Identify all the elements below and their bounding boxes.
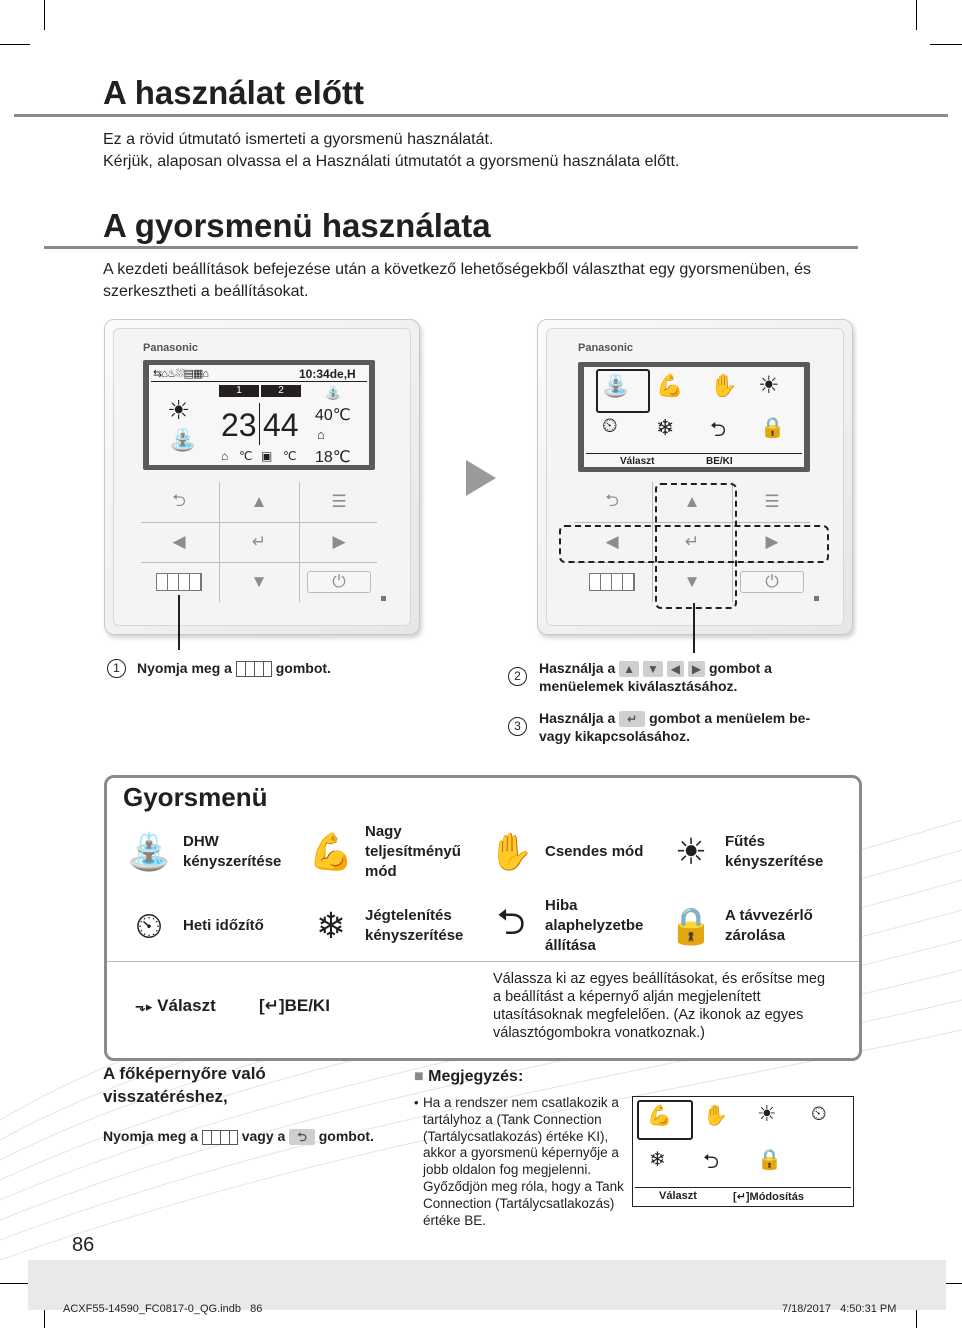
lcd-screen [143,360,375,470]
outdoor-icon: ⌂ [317,427,325,442]
quick-item-error-reset [483,894,669,958]
softkey-select-label: Választ [157,996,216,1015]
lcd-display [584,367,804,467]
step-1-number: 1 [107,659,126,678]
right-button[interactable]: ▶ [332,532,346,551]
zone-2-badge: 2 [261,385,301,397]
brand-logo: Panasonic [578,342,634,354]
indicator-led [814,596,819,601]
quick-item-defrost [303,894,489,958]
softkey-select-legend [135,996,216,1016]
powerful-arm-icon: 💪 [308,831,354,872]
keypad [137,482,381,602]
softkey-onoff: BE/KI [706,456,733,467]
softkey-onoff-label: BE/KI [284,996,330,1015]
menu-button[interactable]: ☰ [331,492,347,511]
quick-item-label: Heti időzítő [183,917,264,934]
quick-menu-divider [107,961,859,962]
arrow-highlight-horizontal [559,525,829,563]
menu-button[interactable]: ☰ [764,492,780,511]
quick-item-label: DHW kényszerítése [183,833,282,870]
softkey-modify-label: Módosítás [749,1191,804,1203]
outdoor-temp: 18℃ [315,449,351,466]
zone-2-temp: 44 [263,407,299,443]
quick-item-dhw [121,820,307,884]
lcd-bottom-rule [635,1187,851,1188]
page-title: A használat előtt [103,74,364,111]
return-button[interactable]: ⮌ [605,490,619,510]
step-2-number: 2 [508,667,527,686]
enter-button[interactable]: ↵ [251,532,267,551]
crop-mark [916,0,917,30]
step-2-pre: Használja a [539,660,616,676]
zone-1-badge: 1 [219,385,259,397]
crop-mark [44,0,45,30]
up-button[interactable]: ▲ [250,492,268,511]
step-1-text [137,659,331,677]
step-3-mid: gombot a menüelem be- [649,710,811,726]
force-heater-icon: ☀ [757,1101,777,1126]
unit-celsius: ℃ [239,449,253,463]
error-reset-icon: ⮌ [710,419,727,441]
section-description: A kezdeti beállítások befejezése után a következő lehetőségekből választhat egy gyorsmenüben, és szerkesztheti a beállításokat. [103,261,812,300]
quick-item-lock [663,894,849,958]
quick-menu-note: Válassza ki az egyes beállításokat, és erősítse meg a beállítást a képernyő alján megjelenített utasításoknak megfelelően. (Az ikonok az egyes választógombokra vonatkoznak.) [493,971,826,1041]
power-button[interactable]: ⏻ [299,562,379,602]
enter-button[interactable]: ↵ [684,532,700,551]
force-heater-icon: ☀ [758,372,780,399]
return-heading: A főképernyőre való visszatéréshez, [103,1064,266,1106]
quick-item-label: Jégtelenítés kényszerítése [365,907,464,944]
left-button[interactable]: ◀ [605,532,619,551]
quick-menu-button-glyph [236,661,272,677]
quick-item-label: Fűtés kényszerítése [725,833,824,870]
title-underline [14,114,948,117]
return-post: gombot. [318,1128,374,1144]
quick-item-weekly-timer [121,894,307,958]
weekly-timer-icon: ⏲ [134,904,164,946]
quick-menu-button[interactable] [572,562,652,602]
note-square-icon: ■ [414,1068,424,1085]
weekly-timer-icon: ⏲ [811,1103,827,1125]
callout-line-1 [178,595,180,650]
intro-line-1: Ez a rövid útmutató ismerteti a gyorsmenü használatát. [103,131,494,148]
dhw-tap-icon: ⛲ [602,373,630,398]
section-title: A gyorsmenü használata [103,207,491,244]
return-pre: Nyomja meg a [103,1128,198,1144]
tap-icon: ⛲ [169,427,197,452]
force-heater-icon: ☀ [674,831,708,872]
note-bullet: • [414,1095,419,1110]
clock-readout: 10:34de,H [299,367,356,381]
footer-timestamp: 7/18/2017 4:50:31 PM [782,1303,897,1315]
step-3-number: 3 [508,717,527,736]
quick-item-label: Nagy teljesítményű mód [365,823,461,880]
powerful-arm-icon: 💪 [656,373,684,398]
quick-item-quiet [483,820,669,884]
next-arrow [466,460,496,496]
return-key-glyph: ⮌ [289,1129,315,1145]
tank-temp: 40℃ [315,407,351,424]
lcd-screen [578,362,810,472]
room-icon: ▣ [261,449,273,463]
right-arrow-glyph: ▶ [688,661,705,677]
step-3-line2: vagy kikapcsolásához. [539,728,690,745]
section-underline [44,246,858,249]
step-2-text [539,659,839,695]
quiet-hand-icon: ✋ [703,1105,728,1127]
quick-item-label: Hiba alaphelyzetbe állítása [545,897,644,954]
step-2-line2: menüelemek kiválasztásához. [539,678,738,695]
callout-line-2 [693,603,695,653]
mini-lcd-screen [632,1096,854,1207]
defrost-icon: ❄ [315,905,347,946]
return-button[interactable]: ⮌ [172,490,186,510]
enter-key-glyph: ↵ [619,711,645,727]
remote-controller-main [104,319,420,635]
defrost-icon: ❄ [656,415,675,440]
down-arrow-glyph: ▼ [643,661,663,677]
status-icons-row: ⇆⌂♨⛆▤▦⌂ [153,368,208,380]
unit-celsius: ℃ [283,449,297,463]
softkey-select: Választ [659,1190,697,1202]
intro-line-2: Kérjük, alaposan olvassa el a Használati útmutatót a gyorsmenü használata előtt. [103,153,680,170]
down-button[interactable]: ▼ [250,572,268,591]
quick-item-powerful [303,820,489,884]
quick-menu-panel [104,775,862,1061]
lcd-top-rule [151,381,367,382]
step-1-post: gombot. [275,660,331,676]
return-instruction [103,1128,374,1145]
lcd-display [149,365,369,465]
footer-file-info: ACXF55-14590_FC0817-0_QG.indb 86 [63,1303,263,1315]
note-text: Ha a rendszer nem csatlakozik a tartályhoz a (Tank Connection (Tartálycsatlakozás) értéke KI), akkor a gyorsmenü képernyője a jobb oldalon fog megjelenni. Győződjön meg róla, hogy a Tank Connection (Tartálycsatlakozás) értéke BE. [423,1095,624,1228]
note-heading-label: Megjegyzés: [428,1068,524,1085]
error-reset-icon: ⮌ [703,1151,720,1173]
brand-logo: Panasonic [143,342,199,354]
quick-menu-title: Gyorsmenü [123,782,268,812]
sun-icon: ☀ [167,395,191,425]
step-3-text [539,709,849,745]
left-button[interactable]: ◀ [172,532,186,551]
lock-icon: 🔒 [757,1149,782,1171]
zone-divider [259,403,260,445]
down-button[interactable]: ▼ [683,572,701,591]
step-3-pre: Használja a [539,710,616,726]
step-2-mid: gombot a [708,660,772,676]
weekly-timer-icon: ⏲ [602,415,618,437]
lcd-bottom-rule [586,453,802,454]
up-arrow-glyph: ▲ [619,661,639,677]
indicator-led [381,596,386,601]
softkey-select: Választ [620,456,655,467]
quick-item-label: Csendes mód [545,843,644,860]
remote-controller-quickmenu [537,319,853,635]
softkey-onoff-legend [259,996,330,1016]
crop-mark [930,44,962,45]
left-arrow-glyph: ◀ [667,661,684,677]
note-heading [414,1068,523,1086]
enter-key-icon: [↵] [733,1191,750,1203]
quiet-hand-icon: ✋ [488,831,534,872]
defrost-icon: ❄ [649,1149,666,1171]
error-reset-icon: ⮌ [496,900,526,942]
home-icon: ⌂ [221,449,229,463]
tank-icon: ⛲ [325,385,342,400]
return-mid: vagy a [241,1128,286,1144]
step-1-pre: Nyomja meg a [137,660,232,676]
up-button[interactable]: ▲ [683,492,701,511]
right-button[interactable]: ▶ [765,532,779,551]
page-number: 86 [72,1234,95,1256]
quiet-hand-icon: ✋ [710,373,738,398]
dhw-tap-icon: ⛲ [126,831,172,872]
enter-key-icon: [↵] [259,996,285,1015]
select-arrow-icon: ⬎▸ [135,999,153,1014]
powerful-arm-icon: 💪 [647,1105,672,1127]
quick-item-force-heater [663,820,849,884]
softkey-modify [733,1190,804,1203]
lock-icon: 🔒 [668,905,714,946]
power-button[interactable]: ⏻ [732,562,812,602]
quick-item-label: A távvezérlő zárolása [725,907,813,944]
zone-1-temp: 23 [221,407,257,443]
quick-menu-button-glyph [202,1130,238,1145]
lock-icon: 🔒 [760,417,785,439]
crop-mark [0,44,30,45]
